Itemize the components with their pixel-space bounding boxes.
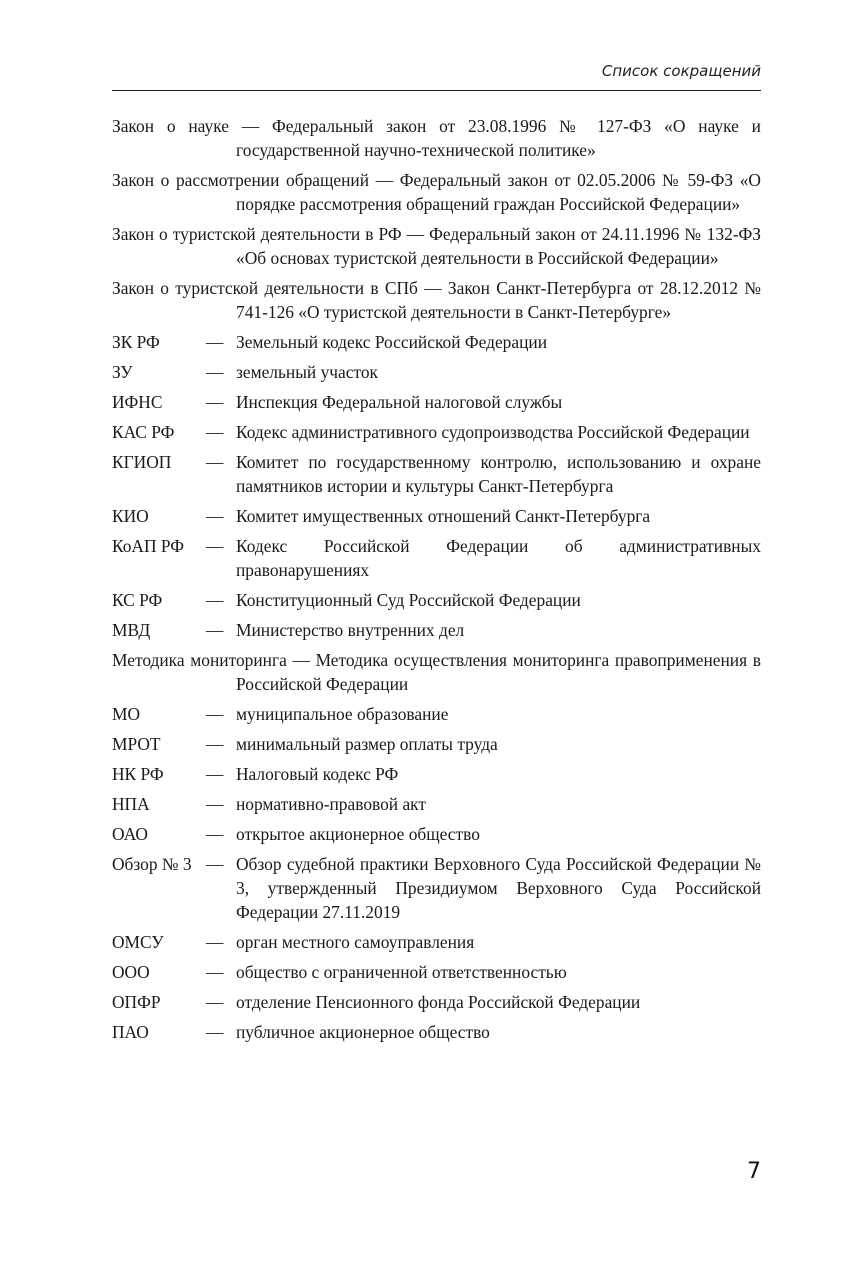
list-item — [112, 450, 761, 498]
abbreviation-term: МВД — [112, 620, 151, 640]
abbreviation-definition: Кодекс Российской Федерации об административных правонарушениях — [236, 536, 761, 580]
dash-separator: — — [206, 332, 224, 352]
abbreviation-definition: земельный участок — [236, 362, 378, 382]
list-item — [112, 822, 761, 846]
abbreviation-definition: Закон Санкт-Петербурга от 28.12.2012 № 741-126 «О туристской деятельности в Санкт-Петербурге» — [236, 278, 761, 322]
dash-separator: — — [206, 962, 224, 982]
list-item — [112, 960, 761, 984]
abbreviation-term: КоАП РФ — [112, 536, 185, 556]
dash-separator: — — [241, 116, 260, 136]
abbreviation-definition: Конституционный Суд Российской Федерации — [236, 590, 581, 610]
dash-separator: — — [206, 392, 224, 412]
abbreviation-term: ОМСУ — [112, 932, 164, 952]
dash-separator: — — [206, 992, 224, 1012]
abbreviation-term: Закон о туристской деятельности в РФ — [112, 224, 402, 244]
abbreviation-term: Методика мониторинга — [112, 650, 287, 670]
dash-separator: — — [206, 620, 224, 640]
list-item — [112, 702, 761, 726]
page-number: 7 — [747, 1159, 761, 1184]
list-item — [112, 504, 761, 528]
dash-separator: — — [424, 278, 442, 298]
abbreviation-definition: Земельный кодекс Российской Федерации — [236, 332, 548, 352]
abbreviation-term: НК РФ — [112, 764, 164, 784]
dash-separator: — — [206, 764, 224, 784]
abbreviation-term: Закон о рассмотрении обращений — [112, 170, 370, 190]
dash-separator: — — [375, 170, 394, 190]
abbreviation-definition: Методика осуществления мониторинга правоприменения в Российской Федерации — [236, 650, 761, 694]
abbreviation-term: КАС РФ — [112, 422, 175, 442]
abbreviation-term: Закон о туристской деятельности в СПб — [112, 278, 418, 298]
list-item — [112, 114, 761, 162]
abbreviation-definition: Кодекс административного судопроизводства Российской Федерации — [236, 422, 750, 442]
dash-separator: — — [206, 506, 224, 526]
abbreviation-definition: Комитет имущественных отношений Санкт-Петербурга — [236, 506, 651, 526]
list-item — [112, 588, 761, 612]
abbreviation-term: МРОТ — [112, 734, 161, 754]
dash-separator: — — [206, 734, 224, 754]
list-item — [112, 792, 761, 816]
dash-separator: — — [206, 590, 224, 610]
list-item — [112, 732, 761, 756]
abbreviation-term: ООО — [112, 962, 150, 982]
abbreviation-term: ПАО — [112, 1022, 149, 1042]
abbreviation-definition: Федеральный закон от 24.11.1996 № 132-ФЗ «Об основах туристской деятельности в Российской Федерации» — [236, 224, 762, 268]
abbreviation-definition: Федеральный закон от 02.05.2006 № 59-ФЗ «О порядке рассмотрения обращений граждан Российской Федерации» — [236, 170, 761, 214]
list-item — [112, 1020, 761, 1044]
list-item — [112, 168, 761, 216]
list-item — [112, 276, 761, 324]
list-item — [112, 390, 761, 414]
abbreviation-definition: Инспекция Федеральной налоговой службы — [236, 392, 563, 412]
dash-separator: — — [292, 650, 310, 670]
list-item — [112, 990, 761, 1014]
abbreviation-definition: Министерство внутренних дел — [236, 620, 465, 640]
list-item — [112, 618, 761, 642]
abbreviation-term: ЗУ — [112, 362, 133, 382]
dash-separator: — — [206, 536, 224, 556]
list-item — [112, 648, 761, 696]
running-head — [112, 60, 761, 91]
list-item — [112, 852, 761, 924]
abbreviation-term: ИФНС — [112, 392, 163, 412]
abbreviation-definition: минимальный размер оплаты труда — [236, 734, 498, 754]
list-item — [112, 762, 761, 786]
abbreviation-term: НПА — [112, 794, 150, 814]
abbreviation-term: КИО — [112, 506, 149, 526]
list-item — [112, 222, 761, 270]
list-item — [112, 360, 761, 384]
dash-separator: — — [206, 794, 224, 814]
abbreviation-definition: нормативно-правовой акт — [236, 794, 426, 814]
dash-separator: — — [206, 1022, 224, 1042]
abbreviation-definition: Обзор судебной практики Верховного Суда Российской Федерации № 3, утвержденный Президиумом Верховного Суда Российской Федерации 27.11.2019 — [236, 854, 761, 922]
dash-separator: — — [206, 704, 224, 724]
abbreviation-term: МО — [112, 704, 141, 724]
dash-separator: — — [206, 452, 224, 472]
dash-separator: — — [206, 362, 224, 382]
abbreviation-term: Обзор № 3 — [112, 854, 192, 874]
abbreviation-term: КГИОП — [112, 452, 172, 472]
abbreviation-term: ОАО — [112, 824, 148, 844]
list-item — [112, 330, 761, 354]
abbreviation-definition: орган местного самоуправления — [236, 932, 475, 952]
abbreviation-definition: Налоговый кодекс РФ — [236, 764, 399, 784]
dash-separator: — — [206, 854, 224, 874]
dash-separator: — — [206, 824, 224, 844]
abbreviation-definition: открытое акционерное общество — [236, 824, 480, 844]
abbreviation-definition: муниципальное образование — [236, 704, 449, 724]
abbreviation-term: ОПФР — [112, 992, 161, 1012]
abbreviation-term: ЗК РФ — [112, 332, 160, 352]
abbreviation-definition: Комитет по государственному контролю, использованию и охране памятников истории и культуры Санкт-Петербурга — [236, 452, 761, 496]
list-item — [112, 930, 761, 954]
abbreviation-definition: Федеральный закон от 23.08.1996 № 127-ФЗ «О науке и государственной научно-технической политике» — [236, 116, 761, 160]
abbreviation-definition: отделение Пенсионного фонда Российской Федерации — [236, 992, 641, 1012]
dash-separator: — — [206, 932, 224, 952]
dash-separator: — — [206, 422, 224, 442]
abbreviation-term: КС РФ — [112, 590, 163, 610]
abbreviation-list — [112, 114, 761, 1050]
dash-separator: — — [406, 224, 425, 244]
section-title: Список сокращений — [601, 62, 761, 80]
abbreviation-term: Закон о науке — [112, 116, 229, 136]
abbreviation-definition: общество с ограниченной ответственностью — [236, 962, 567, 982]
list-item — [112, 534, 761, 582]
list-item — [112, 420, 761, 444]
abbreviation-definition: публичное акционерное общество — [236, 1022, 490, 1042]
